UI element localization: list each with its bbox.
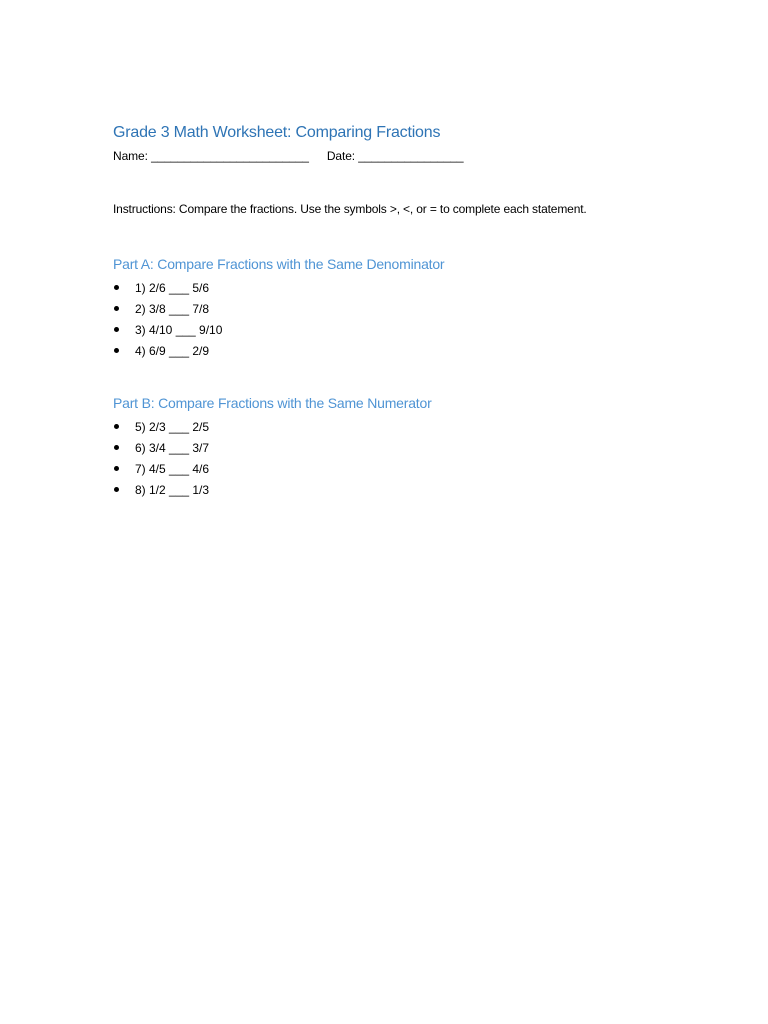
problem-text: 6) 3/4 ___ 3/7 <box>135 441 210 455</box>
problem-text: 1) 2/6 ___ 5/6 <box>135 281 210 295</box>
problem-text: 5) 2/3 ___ 2/5 <box>135 420 210 434</box>
problem-text: 7) 4/5 ___ 4/6 <box>135 462 210 476</box>
part-a-heading: Part A: Compare Fractions with the Same Denominator <box>113 256 445 272</box>
problem-text: 2) 3/8 ___ 7/8 <box>135 302 210 316</box>
bullet-icon <box>114 306 119 311</box>
name-date-line <box>113 149 463 163</box>
problem-text: 4) 6/9 ___ 2/9 <box>135 344 210 358</box>
bullet-icon <box>114 348 119 353</box>
list-item <box>113 321 222 342</box>
name-field: Name: ________________________ <box>113 149 309 163</box>
list-item <box>113 460 209 481</box>
list-item <box>113 342 222 363</box>
date-field: Date: ________________ <box>326 149 464 163</box>
problem-text: 8) 1/2 ___ 1/3 <box>135 483 210 497</box>
list-item <box>113 439 209 460</box>
list-item <box>113 418 209 439</box>
instructions-text: Instructions: Compare the fractions. Use the symbols >, <, or = to complete each statement. <box>113 202 587 216</box>
problem-text: 3) 4/10 ___ 9/10 <box>135 323 223 337</box>
part-b-heading: Part B: Compare Fractions with the Same Numerator <box>113 395 432 411</box>
bullet-icon <box>114 466 119 471</box>
bullet-icon <box>114 327 119 332</box>
list-item <box>113 481 209 502</box>
list-item <box>113 300 222 321</box>
bullet-icon <box>114 285 119 290</box>
bullet-icon <box>114 424 119 429</box>
worksheet-title: Grade 3 Math Worksheet: Comparing Fractions <box>113 124 441 141</box>
bullet-icon <box>114 487 119 492</box>
part-b-list <box>113 418 209 502</box>
bullet-icon <box>114 445 119 450</box>
part-a-list <box>113 279 222 363</box>
list-item <box>113 279 222 300</box>
